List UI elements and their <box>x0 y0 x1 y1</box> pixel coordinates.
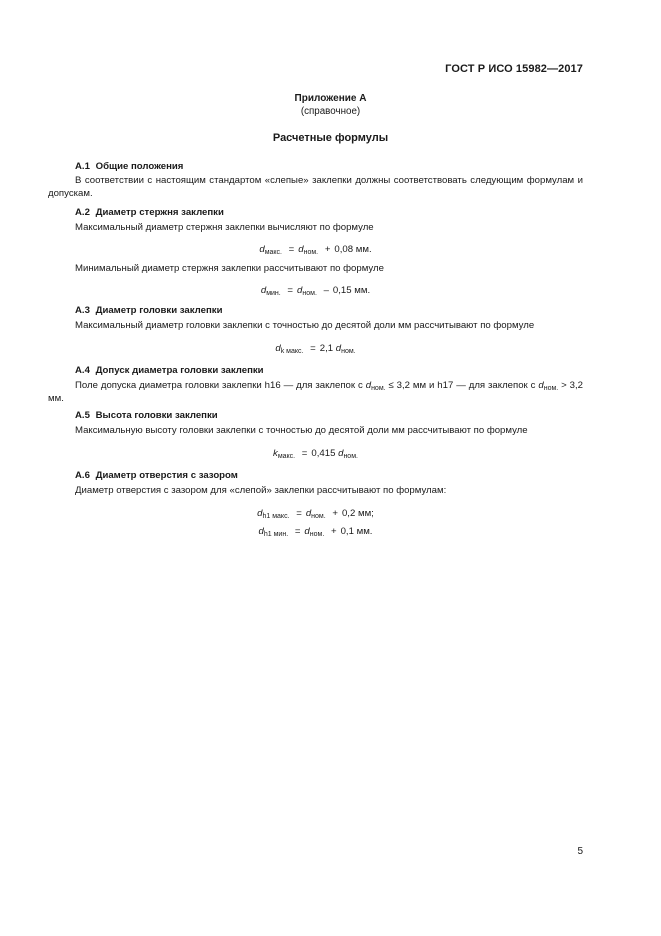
section-a3 <box>48 305 583 355</box>
paragraph: В соответствии с настоящим стандартом «слепые» заклепки должны соответствовать следующим формулам и допускам. <box>48 175 583 199</box>
section-a6 <box>48 470 583 539</box>
annex-note: (справочное) <box>300 106 361 117</box>
section-a5 <box>48 410 583 460</box>
formula-dh1-max: $d_{h1 макс.} = d_{ном.} + 0,2$ мм; <box>257 507 374 520</box>
paragraph: Диаметр отверстия с зазором для «слепой» заклепки рассчитывают по формулам: <box>75 485 447 497</box>
paragraph: Максимальный диаметр головки заклепки с точностью до десятой доли мм рассчитывают по формуле <box>75 320 535 332</box>
section-heading: А.2 Диаметр стержня заклепки <box>75 207 224 218</box>
annex-header <box>0 92 661 145</box>
paragraph: Минимальный диаметр стержня заклепки рассчитывают по формуле <box>75 263 384 275</box>
section-heading: А.5 Высота головки заклепки <box>75 410 218 421</box>
paragraph: Максимальный диаметр стержня заклепки вычисляют по формуле <box>75 222 374 234</box>
annex-heading: Расчетные формулы <box>272 131 389 144</box>
section-a1 <box>48 161 583 200</box>
formula-dh1-min: $d_{h1 мин.} = d_{ном.} + 0,1$ мм. <box>258 526 373 539</box>
document-code: ГОСТ Р ИСО 15982—2017 <box>445 63 583 75</box>
section-heading: А.1 Общие положения <box>75 161 184 172</box>
formula-dk-max: $d_{k макс.} = 2,1$ $d_{ном.}$ <box>275 342 356 355</box>
section-a4 <box>48 365 583 405</box>
formula-d-max: $d_{макс.} = d_{ном.} + 0,08$ мм. <box>259 243 372 256</box>
section-heading: А.3 Диаметр головки заклепки <box>75 305 223 316</box>
paragraph: Поле допуска диаметра головки заклепки h16 — для заклепок с $d_{ном.} \le 3,2$ мм и h17 — для заклепок с $d_{ном.} > 3,2$ мм. <box>48 380 583 404</box>
section-heading: А.6 Диаметр отверстия с зазором <box>75 470 238 481</box>
section-a2 <box>48 207 583 297</box>
formula-d-min: $d_{мин.} = d_{ном.} - 0,15$ мм. <box>260 284 371 297</box>
page-number: 5 <box>577 846 583 857</box>
annex-title: Приложение А <box>294 93 367 104</box>
formula-k-max: $k_{макс.} = 0,415$ $d_{ном.}$ <box>273 447 358 460</box>
paragraph: Максимальную высоту головки заклепки с точностью до десятой доли мм рассчитывают по формуле <box>75 425 528 437</box>
section-heading: А.4 Допуск диаметра головки заклепки <box>75 365 264 376</box>
